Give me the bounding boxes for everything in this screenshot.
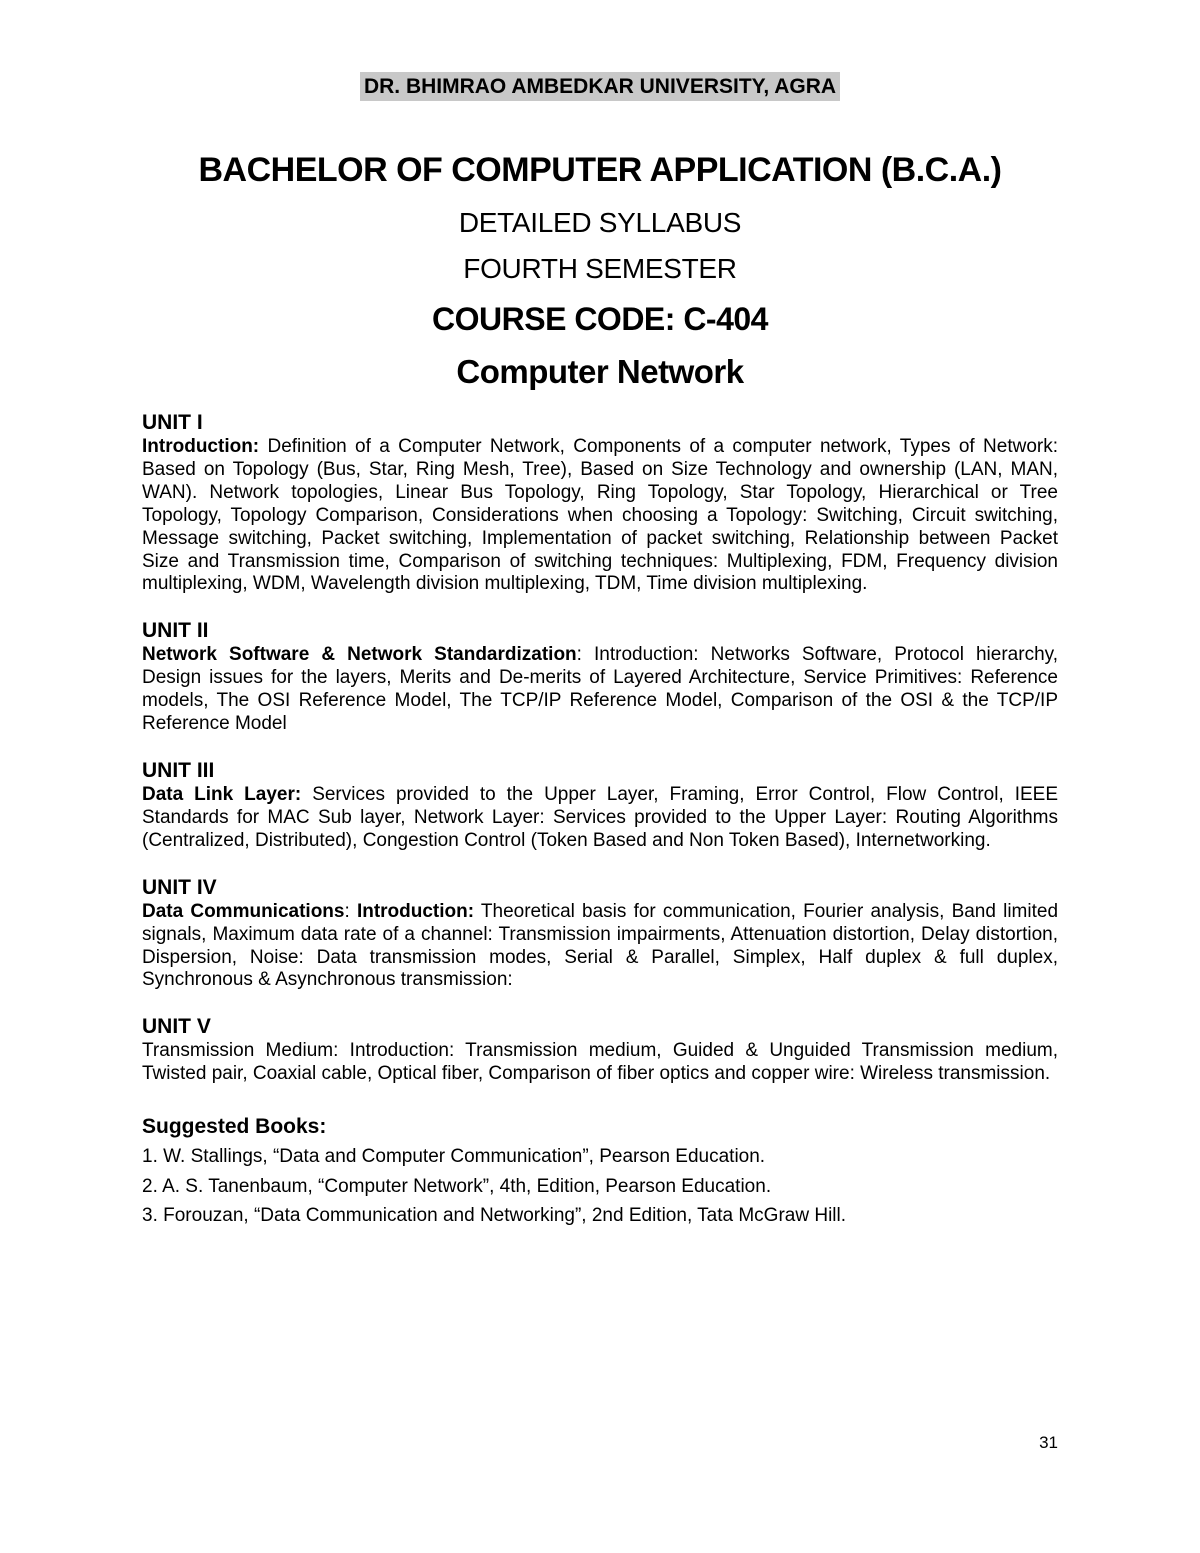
unit-text: Services provided to the Upper Layer, Framing, Error Control, Flow Control, IEEE Standards for MAC Sub layer, Network Layer: Services provided to the Upper Layer: Routing Algorithms (Centralized, Distributed), Congestion Control (Token Based and Non Token Based), Internetworking. xyxy=(142,783,1059,851)
page-number: 31 xyxy=(1039,1433,1058,1452)
unit-section xyxy=(142,410,1058,596)
unit-title: UNIT II xyxy=(142,619,209,643)
unit-body xyxy=(142,784,1058,853)
university-name: DR. BHIMRAO AMBEDKAR UNIVERSITY, AGRA xyxy=(360,72,840,101)
unit-lead: Data Communications xyxy=(142,900,345,922)
unit-section xyxy=(142,758,1058,853)
course-title: Computer Network xyxy=(456,353,744,390)
syllabus-label: DETAILED SYLLABUS xyxy=(458,207,742,238)
unit-body xyxy=(142,901,1058,993)
degree-title: BACHELOR OF COMPUTER APPLICATION (B.C.A.) xyxy=(198,151,1002,189)
unit-text: : Introduction: Networks Software, Protocol hierarchy, Design issues for the layers, Merits and De-merits of Layered Architecture, Service Primitives: Reference models, The OSI Reference Model, The TCP/IP Reference Model, Comparison of the OSI & the TCP/IP Reference Model xyxy=(142,644,1059,735)
unit-lead: Data Link Layer: xyxy=(142,783,302,805)
unit-title: UNIT V xyxy=(142,1015,211,1039)
syllabus-content xyxy=(142,410,1058,1231)
course-code: COURSE CODE: C-404 xyxy=(432,301,768,337)
unit-body xyxy=(142,1040,1058,1086)
unit-section xyxy=(142,875,1058,993)
unit-lead-secondary: Introduction: xyxy=(356,900,475,922)
unit-section xyxy=(142,1014,1058,1086)
book-item: 2. A. S. Tanenbaum, “Computer Network”, 4th, Edition, Pearson Education. xyxy=(142,1175,772,1197)
university-header xyxy=(0,72,1200,101)
unit-separator: : xyxy=(344,900,357,922)
book-item: 3. Forouzan, “Data Communication and Networking”, 2nd Edition, Tata McGraw Hill. xyxy=(142,1205,847,1227)
unit-body xyxy=(142,644,1058,736)
unit-section xyxy=(142,618,1058,736)
unit-lead: Network Software & Network Standardization xyxy=(142,644,577,666)
unit-body xyxy=(142,436,1058,596)
unit-lead: Introduction: xyxy=(142,436,260,457)
book-item: 1. W. Stallings, “Data and Computer Communication”, Pearson Education. xyxy=(142,1146,766,1168)
unit-text: Definition of a Computer Network, Components of a computer network, Types of Network: Based on Topology (Bus, Star, Ring Mesh, Tree), Based on Size Technology and ownership (LAN, MAN, WAN). Network topologies, Linear Bus Topology, Ring Topology, Star Topology, Hierarchical or Tree Topology, Topology Comparison, Considerations when choosing a Topology: Switching, Circuit switching, Message switching, Packet switching, Implementation of packet switching, Relationship between Packet Size and Transmission time, Comparison of switching techniques: Multiplexing, FDM, Frequency division multiplexing, WDM, Wavelength division multiplexing, TDM, Time division multiplexing. xyxy=(142,436,1058,595)
unit-text: Transmission Medium: Introduction: Transmission medium, Guided & Unguided Transmission medium, Twisted pair, Coaxial cable, Optical fiber, Comparison of fiber optics and copper wire: Wireless transmission. xyxy=(142,1040,1058,1085)
course-header xyxy=(0,140,1200,398)
semester-label: FOURTH SEMESTER xyxy=(463,253,737,284)
unit-title: UNIT I xyxy=(142,411,203,434)
unit-title: UNIT IV xyxy=(142,875,217,899)
unit-title: UNIT III xyxy=(142,758,215,782)
books-title: Suggested Books: xyxy=(142,1115,327,1139)
suggested-books xyxy=(142,1112,1058,1231)
unit-text: Theoretical basis for communication, Fourier analysis, Band limited signals, Maximum data rate of a channel: Transmission impairments, Attenuation distortion, Delay distortion, Dispersion, Noise: Data transmission modes, Serial & Parallel, Simplex, Half duplex & full duplex, Synchronous & Asynchronous transmission: xyxy=(142,900,1059,991)
